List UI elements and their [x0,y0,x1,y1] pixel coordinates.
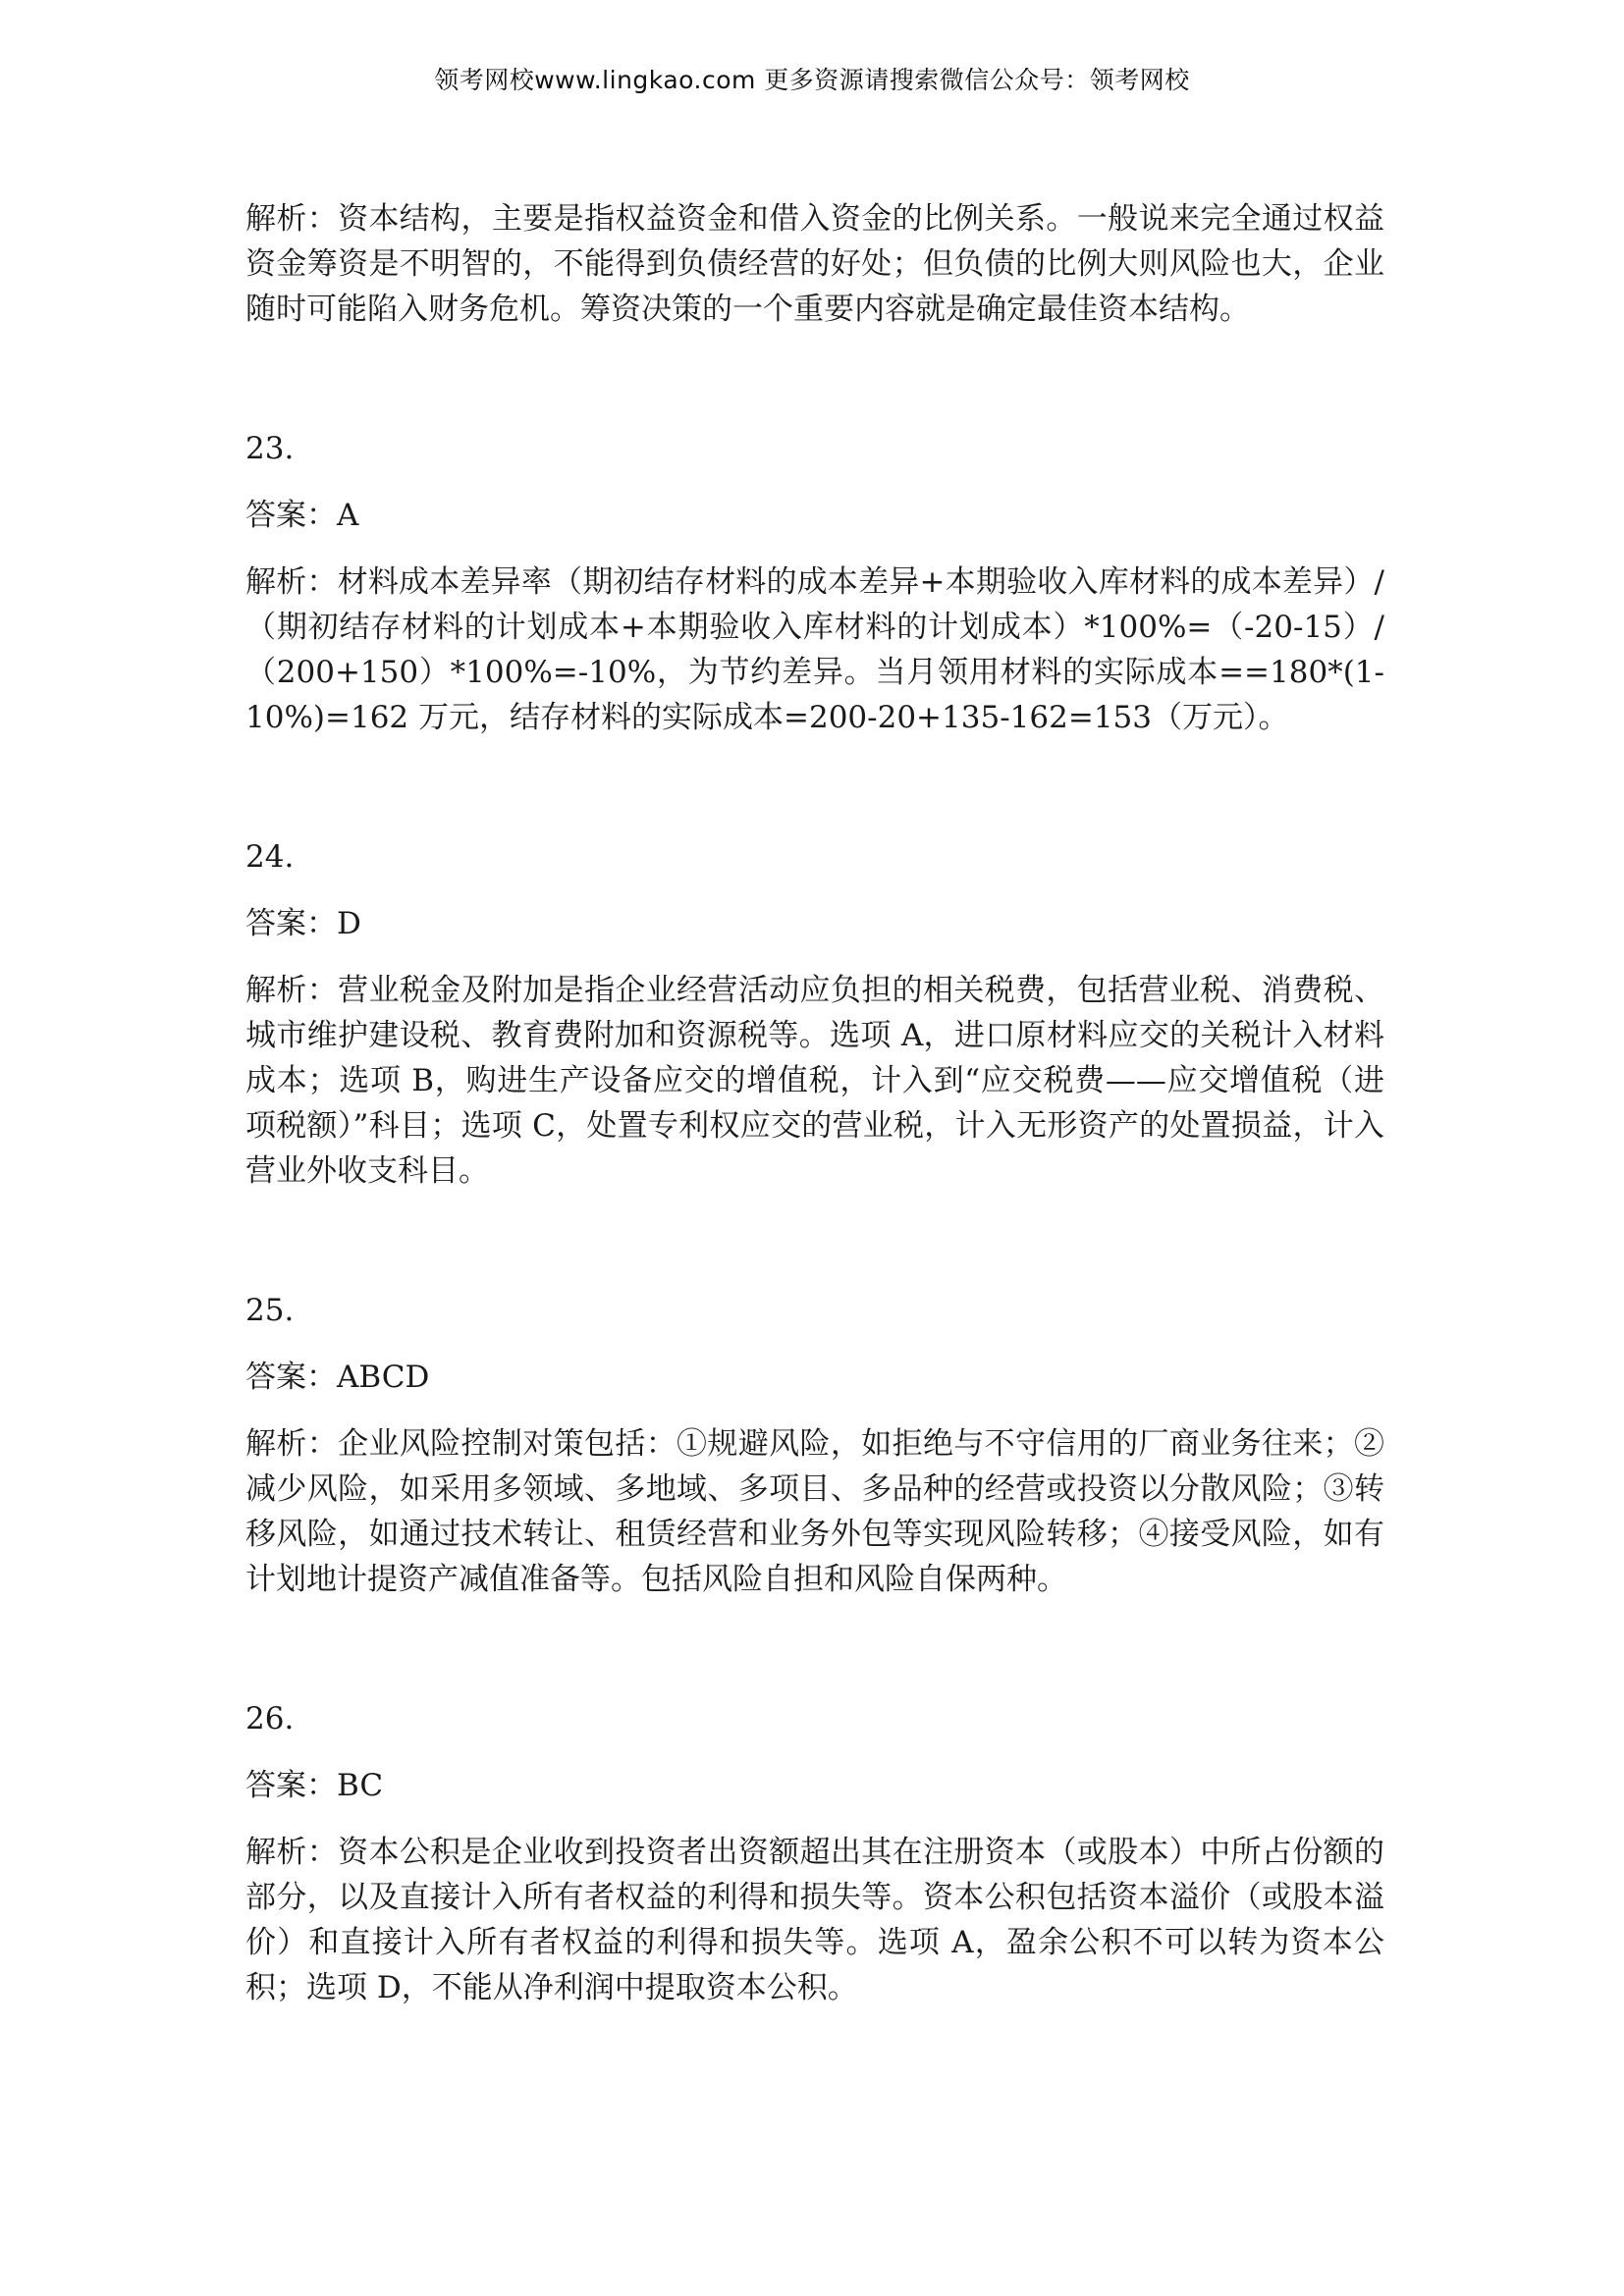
question-number: 26. [245,1701,295,1736]
document-body [245,196,1384,2010]
answer-line: 答案：BC [245,1768,384,1803]
answer-line: 答案：ABCD [245,1360,430,1395]
question-block-25 [245,1288,1384,1602]
analysis-text: 解析：资本公积是企业收到投资者出资额超出其在注册资本（或股本）中所占份额的部分，以及直接计入所有者权益的利得和损失等。资本公积包括资本溢价（或股本溢价）和直接计入所有者权益的利得和损失等。选项 A，盈余公积不可以转为资本公积；选项 D，不能从净利润中提取资本公积。 [245,1835,1384,2005]
analysis-text: 解析：材料成本差异率（期初结存材料的成本差异+本期验收入库材料的成本差异）/（期初结存材料的计划成本+本期验收入库材料的计划成本）*100%=（-20-15）/（200+150）*100%=-10%，为节约差异。当月领用材料的实际成本==180*(1-10%)=162 万元，结存材料的实际成本=200-20+135-162=153（万元）。 [245,564,1384,735]
question-block-24 [245,834,1384,1194]
answer-line: 答案：D [245,906,361,941]
question-number: 24. [245,839,295,875]
page-header: 领考网校www.lingkao.com 更多资源请搜索微信公众号：领考网校 [434,66,1190,94]
question-block-23 [245,426,1384,740]
answer-line: 答案：A [245,498,359,533]
question-number: 23. [245,431,295,466]
lead-analysis: 解析：资本结构，主要是指权益资金和借入资金的比例关系。一般说来完全通过权益资金筹资是不明智的，不能得到负债经营的好处；但负债的比例大则风险也大，企业随时可能陷入财务危机。筹资决策的一个重要内容就是确定最佳资本结构。 [245,201,1384,327]
question-block-26 [245,1696,1384,2010]
question-number: 25. [245,1293,295,1328]
analysis-text: 解析：企业风险控制对策包括：①规避风险，如拒绝与不守信用的厂商业务往来；②减少风险，如采用多领域、多地域、多项目、多品种的经营或投资以分散风险；③转移风险，如通过技术转让、租赁经营和业务外包等实现风险转移；④接受风险，如有计划地计提资产减值准备等。包括风险自担和风险自保两种。 [245,1426,1384,1597]
analysis-text: 解析：营业税金及附加是指企业经营活动应负担的相关税费，包括营业税、消费税、城市维护建设税、教育费附加和资源税等。选项 A，进口原材料应交的关税计入材料成本；选项 B，购进生产设备应交的增值税，计入到“应交税费——应交增值税（进项税额）”科目；选项 C，处置专利权应交的营业税，计入无形资产的处置损益，计入营业外收支科目。 [245,973,1384,1189]
